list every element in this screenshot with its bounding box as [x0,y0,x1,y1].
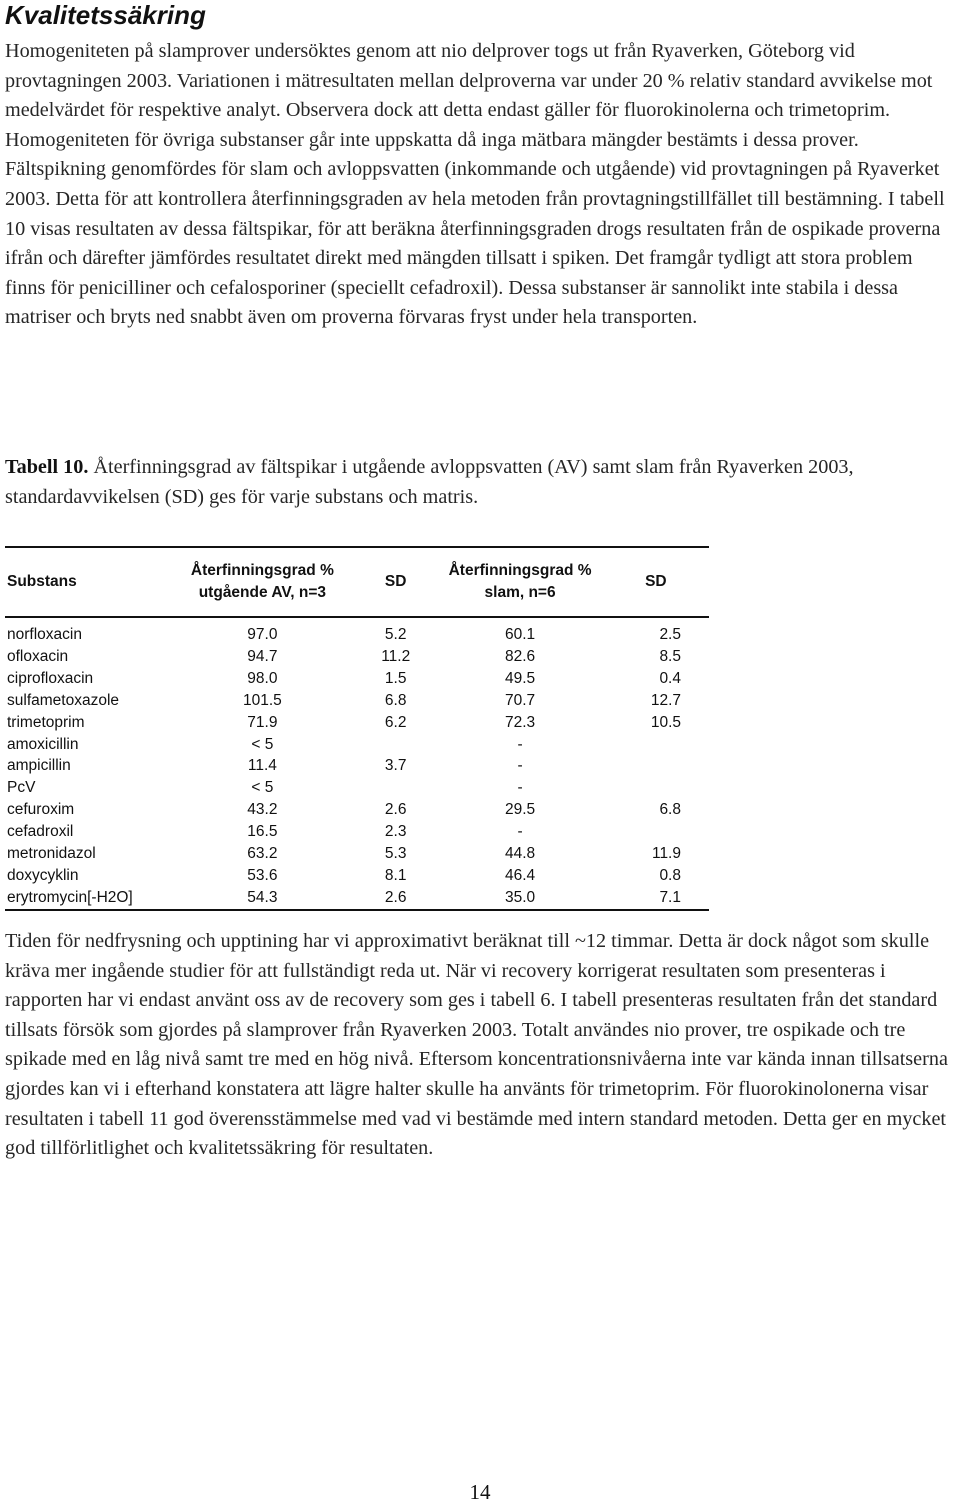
cell-recovery-av: 11.4 [247,757,277,775]
cell-recovery-av: 53.6 [247,866,278,884]
header-sd-av: SD [354,547,438,617]
table-row [5,690,709,712]
cell-sd-slam: 2.5 [659,626,681,643]
table-body [5,617,709,910]
cell-recovery-av: 43.2 [247,801,278,819]
cell-sd-slam: 11.9 [651,845,681,863]
header-recovery-av-line1: Återfinningsgrad % [190,562,334,579]
cell-sd-av: 6.8 [384,691,407,709]
cell-recovery-slam: - [517,757,523,775]
cell-recovery-slam: 60.1 [504,626,536,643]
cell-substance: amoxicillin [7,735,79,753]
table-row [5,843,709,865]
header-sd-slam: SD [603,547,709,617]
cell-recovery-slam: 46.4 [504,866,536,884]
cell-substance: cefuroxim [7,801,75,819]
table-header-row [5,547,709,617]
cell-substance: ofloxacin [7,647,69,665]
header-recovery-av [171,547,354,617]
table-row [5,865,709,887]
table-caption-label: Tabell 10. [5,456,89,478]
cell-sd-slam [603,821,709,843]
paragraph-homogeneity: Homogeniteten på slamprover undersöktes genom att nio delprover togs ut från Ryaverken, Göteborg vid provtagningen 2003. Variationen i mätresultaten mellan delproverna var under 20 % relativ standard avvikelse mot medelvärdet för respektive analyt. Observera dock att detta endast gäller för fluorokinolerna och trimetoprim. Homogeniteten för övriga substanser går inte uppskatta då inga mätbara mängder bestämts i dessa prover. Fältspikning genomfördes för slam och avloppsvatten (inkommande och utgående) vid provtagningen på Ryaverket 2003. Detta för att kontrollera återfinningsgraden av hela metoden från provtagningstillfället till bestämning. I tabell 10 visas resultaten av dessa fältspikar, för att beräkna återfinningsgraden drogs resultaten från de ospikade proverna ifrån och därefter jämfördes resultatet direkt med mängden tillsatt i spiken. Det framgår tydligt att stora problem finns för penicilliner och cefalosporiner (speciellt cefadroxil). Dessa substanser är sannolikt inte stabila i dessa matriser och bryts ned snabbt även om proverna förvaras fryst under hela transporten. [5,40,945,329]
cell-sd-av: 3.7 [384,757,407,775]
cell-recovery-av: 16.5 [247,823,278,841]
cell-sd-av: 2.6 [384,801,407,819]
cell-recovery-slam: 44.8 [504,845,536,863]
cell-sd-av: 6.2 [384,713,407,731]
cell-sd-av [354,777,438,799]
cell-recovery-av: < 5 [251,779,274,797]
cell-sd-slam: 7.1 [603,887,709,910]
cell-substance: ampicillin [7,757,71,775]
cell-sd-slam: 0.4 [659,669,681,687]
cell-sd-slam [603,734,709,756]
cell-substance: sulfametoxazole [7,691,120,709]
cell-recovery-slam: 72.3 [504,713,536,731]
cell-sd-av: 11.2 [381,647,411,665]
cell-sd-slam: 12.7 [650,691,681,709]
cell-recovery-slam: 70.7 [504,691,536,709]
cell-recovery-av: 94.7 [247,647,278,665]
cell-sd-av: 1.5 [384,669,407,687]
cell-sd-slam: 10.5 [650,713,681,731]
cell-recovery-slam: 49.5 [504,669,536,687]
cell-recovery-av: 63.2 [247,845,278,863]
cell-substance: metronidazol [7,845,96,863]
header-recovery-av-line2: utgående AV, n=3 [198,584,327,601]
cell-sd-slam: 6.8 [659,801,681,819]
cell-substance: PcV [7,779,36,797]
section-heading: Kvalitetssäkring [5,0,206,30]
cell-substance: erytromycin[-H2O] [5,887,171,910]
cell-sd-av [354,734,438,756]
cell-recovery-av: < 5 [251,735,274,753]
cell-recovery-av: 54.3 [171,887,354,910]
cell-substance: cefadroxil [7,823,74,841]
table-row [5,755,709,777]
header-recovery-slam-line2: slam, n=6 [484,584,556,601]
cell-sd-av: 2.3 [384,823,407,841]
cell-sd-slam: 8.5 [659,647,681,665]
cell-recovery-slam: - [517,735,523,753]
table-row [5,799,709,821]
cell-sd-av: 2.6 [354,887,438,910]
cell-recovery-av: 98.0 [247,669,278,687]
cell-recovery-av: 71.9 [247,713,278,731]
cell-sd-slam [603,755,709,777]
table-row [5,646,709,668]
cell-substance: trimetoprim [7,713,85,731]
page-number: 14 [469,1480,491,1504]
table-caption [5,453,955,512]
cell-sd-av: 5.2 [384,626,407,643]
table-row [5,821,709,843]
cell-sd-av: 5.3 [384,845,407,863]
table-caption-text: Återfinningsgrad av fältspikar i utgående avloppsvatten (AV) samt slam från Ryaverken 2003, standardavvikelsen (SD) ges för varje substans och matris. [5,456,854,508]
paragraph-freezing: Tiden för nedfrysning och upptining har vi approximativt beräknat till ~12 timmar. Detta är dock något som skulle kräva mer ingående studier för att fullständigt reda ut. När vi recovery korrigerat resultaten som presenteras i rapporten har vi endast använt oss av de recovery som ges i tabell 6. I tabell presenteras resultaten från det standard tillsats försök som gjordes på slamprover från Ryaverken 2003. Totalt användes nio prover, tre ospikade och tre spikade med en låg nivå samt tre med en hög nivå. Eftersom koncentrationsnivåerna inte var kända innan tillsatserna gjordes kan vi i efterhand konstatera att lägre halter skulle ha använts för trimetoprim. För fluorokinolonerna visar resultaten i tabell 11 god överensstämmelse med vad vi bestämde med intern standard metoden. Detta ger en mycket god tillförlitlighet och kvalitetssäkring för resultaten. [5,930,948,1160]
recovery-table [5,546,709,911]
cell-sd-slam: 0.8 [659,866,681,884]
cell-substance: ciprofloxacin [7,669,94,687]
header-recovery-slam-line1: Återfinningsgrad % [448,562,592,579]
table-row [5,617,709,646]
cell-recovery-slam: 35.0 [437,887,602,910]
cell-recovery-slam: 29.5 [504,801,536,819]
table-row [5,712,709,734]
header-substans: Substans [5,547,171,617]
cell-recovery-av: 101.5 [242,691,282,709]
table-row [5,777,709,799]
cell-recovery-slam: 82.6 [504,647,536,665]
cell-sd-av: 8.1 [384,866,407,884]
table-row [5,734,709,756]
cell-substance: doxycyklin [7,866,79,884]
cell-recovery-slam: - [517,779,523,797]
table-row [5,668,709,690]
header-recovery-slam [437,547,602,617]
cell-substance: norfloxacin [7,626,82,643]
cell-sd-slam [603,777,709,799]
cell-recovery-av: 97.0 [247,626,278,643]
cell-recovery-slam: - [517,823,523,841]
table-row [5,887,709,910]
